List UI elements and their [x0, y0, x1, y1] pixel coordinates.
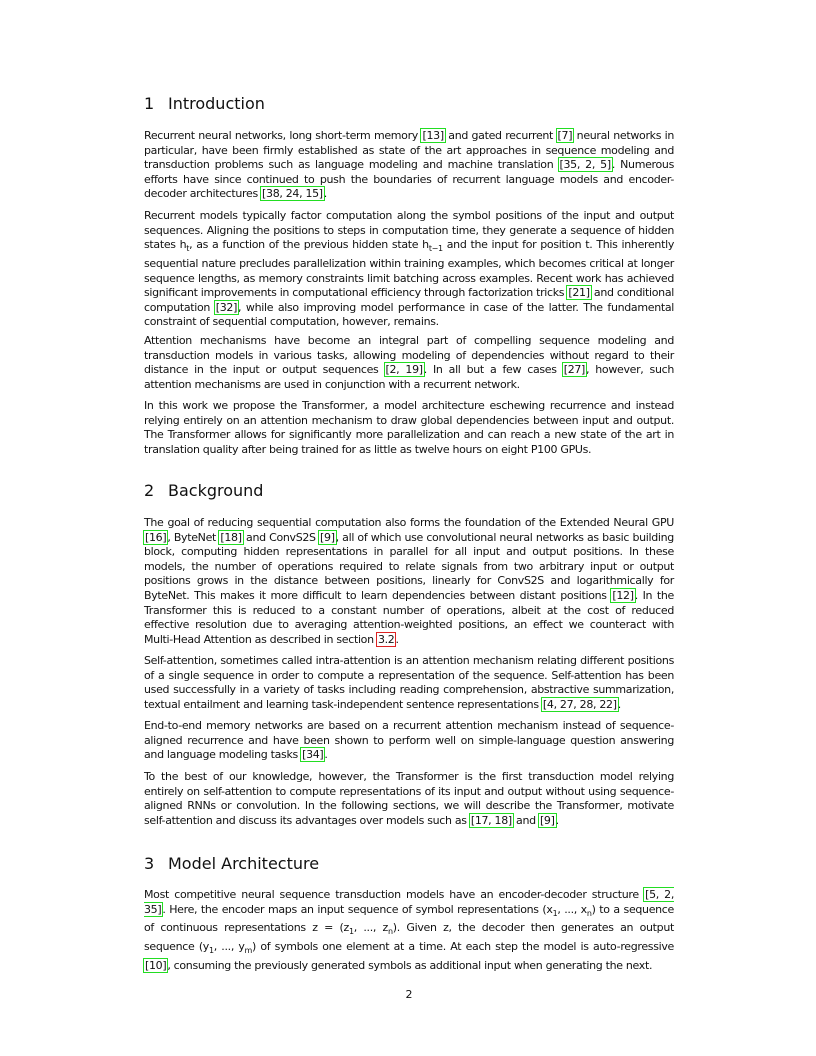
inline-math: , ..., z: [353, 921, 388, 935]
citation-link[interactable]: [5, 2, 35]: [144, 888, 675, 916]
paragraph-text: End-to-end memory networks are based on a recurrent attention mechanism instead of sequence-aligned recurrence and have been shown to perform well on simple-language question answering and language modeling tasks: [144, 719, 674, 762]
paragraph-text: , as a function of the previous hidden state: [189, 238, 423, 252]
paragraph-text: and: [512, 813, 539, 827]
citation-link[interactable]: [18]: [220, 530, 242, 544]
paragraph-text: to a sequence of continuous representations: [144, 902, 674, 935]
citation-link[interactable]: [13]: [422, 129, 444, 142]
citation-link[interactable]: [35, 2, 5]: [559, 158, 611, 172]
section-heading-model-architecture: [144, 854, 319, 874]
inline-math: 1: [552, 908, 558, 918]
inline-math: , ..., x: [557, 902, 587, 916]
inline-math: ): [392, 921, 397, 935]
citation-link[interactable]: [38, 24, 15]: [262, 187, 323, 201]
inline-math: (x: [542, 902, 553, 916]
citation-link[interactable]: [17, 18]: [470, 813, 512, 827]
paragraph: [144, 516, 674, 647]
paragraph-text: . In the Transformer this is reduced to a constant number of operations, albeit at the cost of reduced effective resolution due to averaging attention-weighted positions, an effect we counteract with Multi-Head Attention as described in section: [144, 588, 675, 646]
citation-link[interactable]: [32]: [215, 300, 238, 314]
paragraph-text: , while also improving model performance in case of the latter. The fundamental constraint of sequential computation, however, remains.: [144, 300, 675, 329]
citation-link[interactable]: [4, 27, 28, 22]: [542, 697, 617, 711]
paragraph-text: To the best of our knowledge, however, the Transformer is the ﬁrst transduction model relying entirely on self-attention to compute representations of its input and output without using sequence-aligned RNNs or convolution. In the following sections, we will describe the Transformer, motivate self-attention and discuss its advantages over models such as: [144, 770, 674, 827]
inline-math: $h_t$: [179, 238, 190, 254]
paragraph-text: Recurrent models typically factor computation along the symbol positions of the input and output sequences. Aligning the positions to steps in computation time, they generate a sequence of hidden states: [144, 209, 674, 252]
inline-math: 1: [208, 946, 214, 956]
paragraph-text: . In all but a few cases: [423, 363, 563, 377]
inline-math: n: [586, 908, 592, 918]
citation-link[interactable]: [7]: [557, 129, 573, 142]
paragraph-text: , all of which use convolutional neural networks as basic building block, computing hidden representations in parallel for all input and output positions. In these models, the number of operations required to relate signals from two arbitrary input or output positions grows in the distance between positions, linearly for ConvS2S and logarithmically for ByteNet. This makes it more difﬁcult to learn dependencies between distant positions: [144, 530, 674, 602]
paragraph-text: Recurrent neural networks, long short-term memory: [144, 129, 422, 142]
paragraph-text: . Given: [396, 921, 444, 935]
paragraph-text: , ByteNet: [167, 530, 220, 544]
inline-math: ): [252, 940, 257, 954]
paragraph-text: neural networks in particular, have been ﬁrmly established as state of the art approaches in sequence modeling and transduction problems such as language modeling and machine translation: [144, 129, 674, 172]
paragraph-text: Self-attention, sometimes called intra-attention is an attention mechanism relating different positions of a single sequence in order to compute a representation of the sequence. Self-attention has been used successfully in a variety of tasks including reading comprehension, abstractive summarization, textual entailment and learning task-independent sentence representations: [144, 654, 674, 711]
paragraph: [144, 888, 674, 974]
section-heading-background: [144, 481, 263, 501]
page-number: 2: [405, 988, 413, 1001]
paragraph: [144, 334, 674, 392]
paragraph-text: and gated recurrent: [444, 129, 557, 142]
section-heading-introduction: [144, 94, 265, 114]
inline-math: $h_{t-1}$: [422, 238, 443, 254]
citation-link[interactable]: [16]: [145, 530, 167, 544]
paragraph: [144, 129, 674, 202]
paragraph-text: .: [617, 697, 621, 711]
paragraph: [144, 770, 674, 828]
citation-link[interactable]: [9]: [320, 530, 335, 544]
paragraph-text: .: [555, 813, 559, 827]
citation-link[interactable]: [34]: [302, 748, 324, 762]
paragraph-text: .: [323, 187, 327, 201]
paragraph-text: . Here, the encoder maps an input sequence of symbol representations: [162, 902, 543, 916]
paragraph-text: and conditional computation: [144, 286, 674, 314]
paragraph: [144, 209, 674, 330]
inline-math: m: [244, 946, 253, 956]
inline-math: (y: [198, 940, 209, 954]
citation-link[interactable]: [21]: [568, 286, 590, 300]
section-title: Introduction: [168, 94, 265, 113]
paragraph: [144, 719, 674, 763]
section-title: Background: [168, 481, 264, 500]
section-number: 2: [144, 481, 155, 500]
paragraph-text: . This inherently sequential nature precludes parallelization within training examples, which becomes critical at longer sequence lengths, as memory constraints limit batching across examples. Recent work has achieved signiﬁcant improvements in computational efﬁciency through factorization tricks: [144, 238, 675, 300]
paragraph-text: of symbols one element at a time. At each step the model is auto-regressive: [256, 940, 674, 954]
paragraph-text: .: [324, 748, 328, 762]
citation-link[interactable]: [10]: [145, 958, 167, 972]
section-number: 1: [144, 94, 155, 113]
paragraph-text: . Numerous efforts have since continued to push the boundaries of recurrent language models and encoder-decoder architectures: [144, 158, 674, 201]
paragraph: [144, 399, 674, 457]
inline-math: , ..., y: [213, 940, 245, 954]
section-title: Model Architecture: [168, 854, 320, 873]
paragraph: [144, 654, 674, 712]
citation-link[interactable]: [9]: [539, 813, 555, 827]
paragraph-text: , however, such attention mechanisms are used in conjunction with a recurrent network.: [144, 363, 674, 391]
paragraph-text: .: [395, 632, 399, 646]
paragraph-text: Most competitive neural sequence transduction models have an encoder-decoder structure: [144, 888, 645, 901]
paragraph-text: and the input for position: [442, 238, 586, 252]
paragraph-text: The goal of reducing sequential computation also forms the foundation of the Extended Neural GPU: [144, 516, 674, 529]
paragraph-text: and ConvS2S: [242, 530, 320, 544]
section-ref-link[interactable]: 3.2: [377, 632, 395, 646]
citation-link[interactable]: [12]: [612, 588, 634, 602]
paragraph-text: Attention mechanisms have become an integral part of compelling sequence modeling and transduction models in various tasks, allowing modeling of dependencies without regard to their distance in the input or output sequences: [144, 334, 674, 377]
paragraph-text: , the decoder then generates an output sequence: [144, 921, 674, 954]
paragraph-text: In this work we propose the Transformer, a model architecture eschewing recurrence and instead relying entirely on an attention mechanism to draw global dependencies between input and output. The Transformer allows for signiﬁcantly more parallelization and can reach a new state of the art in translation quality after being trained for as little as twelve hours on eight P100 GPUs.: [144, 399, 674, 456]
inline-math: z: [443, 921, 449, 935]
inline-math: z = (z: [312, 921, 349, 935]
citation-link[interactable]: [27]: [563, 363, 586, 377]
inline-math: 1: [348, 927, 354, 937]
inline-math: t: [585, 238, 590, 252]
inline-math: ): [591, 902, 596, 916]
paragraph-text: , consuming the previously generated symbols as additional input when generating the next.: [167, 958, 653, 972]
inline-math: n: [388, 927, 393, 937]
section-number: 3: [144, 854, 155, 873]
citation-link[interactable]: [2, 19]: [385, 363, 423, 377]
